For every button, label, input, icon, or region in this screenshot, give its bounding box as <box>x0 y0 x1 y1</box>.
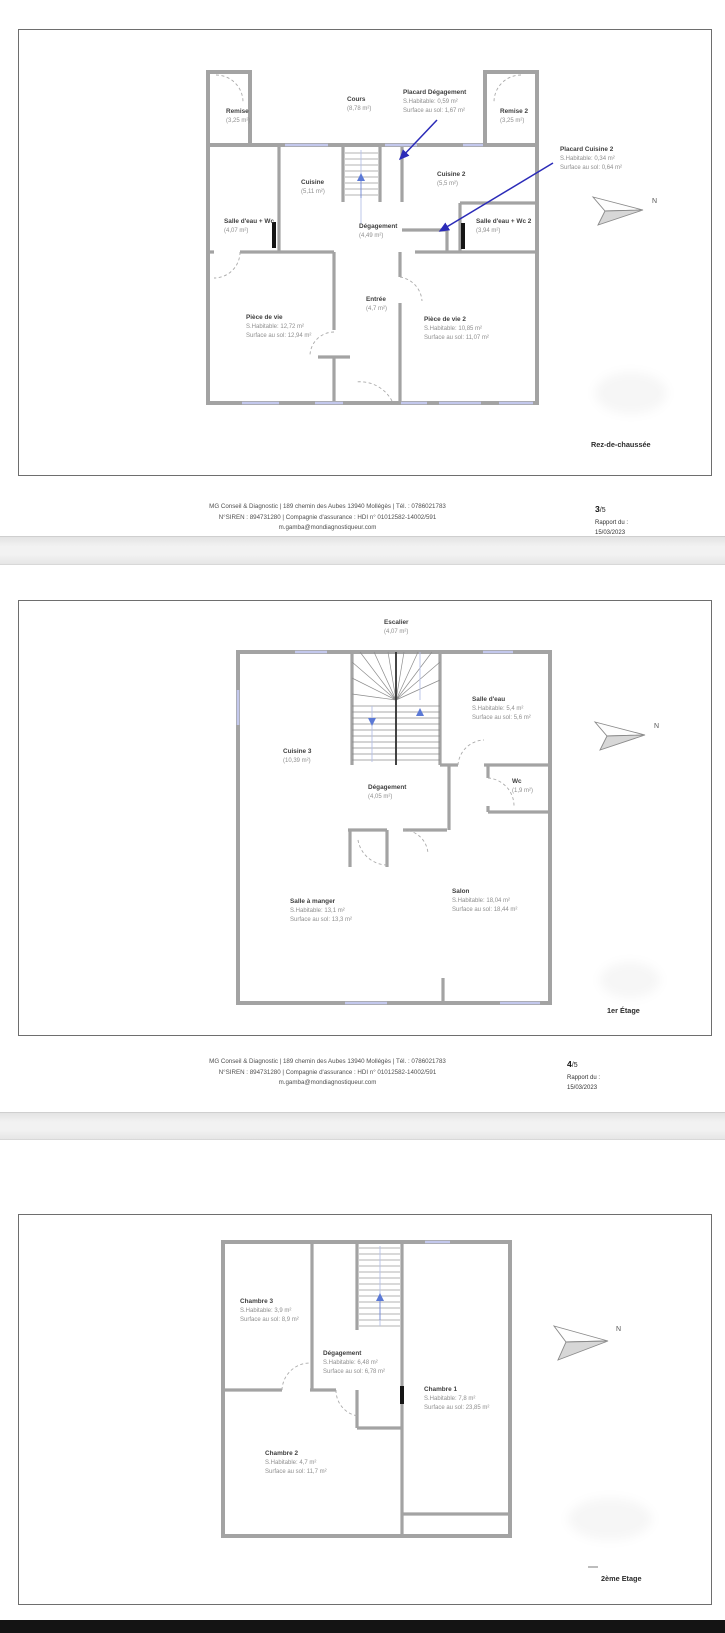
room-label-salle-deau-wc: Salle d'eau + Wc (4,07 m²) <box>224 218 275 234</box>
footer-company-info <box>155 1057 500 1089</box>
watermark-smudge <box>595 372 667 414</box>
watermark-smudge <box>600 962 660 998</box>
north-arrow-icon <box>590 717 652 753</box>
room-label-piece-de-vie-2: Pièce de vie 2 S.Habitable: 10,85 m² Surface au sol: 11,07 m² <box>424 316 489 342</box>
page-total: /5 <box>599 507 606 514</box>
footer-line-1: MG Conseil & Diagnostic | 189 chemin des Aubes 13940 Mollégès | Tél. : 0786021783 <box>209 1058 446 1065</box>
footer-line-3: m.gamba@mondiagnostiqueur.com <box>278 1079 377 1087</box>
north-label: N <box>652 198 658 205</box>
door-arcs <box>358 740 514 865</box>
room-label-salon: Salon S.Habitable: 18,04 m² Surface au sol: 18,44 m² <box>452 888 518 914</box>
room-label-cuisine: Cuisine (5,11 m²) <box>301 179 325 195</box>
watermark-smudge <box>568 1498 652 1540</box>
footer-line-2: N°SIREN : 894731280 | Compagnie d'assurance : HDI n° 01012582-14002/591 <box>218 1068 437 1076</box>
stairs-icon <box>352 652 440 765</box>
report-date-label: Rapport du : <box>595 520 629 526</box>
north-arrow-icon <box>588 192 650 228</box>
room-label-chambre-1: Chambre 1 S.Habitable: 7,8 m² Surface au sol: 23,85 m² <box>424 1386 490 1412</box>
north-arrow-icon <box>550 1320 612 1362</box>
room-label-cuisine-2: Cuisine 2 (5,5 m²) <box>437 171 466 187</box>
room-label-degagement: Dégagement (4,49 m²) <box>359 223 398 239</box>
room-label-salle-deau-wc-2: Salle d'eau + Wc 2 (3,94 m²) <box>476 218 532 234</box>
footer-line-3: m.gamba@mondiagnostiqueur.com <box>278 524 377 532</box>
windows <box>242 145 533 403</box>
room-label-wc: Wc (1,9 m²) <box>512 778 533 794</box>
room-label-escalier: Escalier (4,07 m²) <box>384 619 409 635</box>
floor-title-rdc: Rez-de-chaussée <box>591 440 651 449</box>
room-label-degagement-1er: Dégagement (4,05 m²) <box>368 784 407 800</box>
door-leaf <box>400 1386 404 1404</box>
room-label-cours: Cours (8,78 m²) <box>347 96 372 112</box>
room-label-piece-de-vie: Pièce de vie S.Habitable: 12,72 m² Surface au sol: 12,94 m² <box>246 314 312 340</box>
footer-line-1: MG Conseil & Diagnostic | 189 chemin des Aubes 13940 Mollégès | Tél. : 0786021783 <box>209 503 446 510</box>
room-label-salle-deau: Salle d'eau S.Habitable: 5,4 m² Surface au sol: 5,6 m² <box>472 696 531 722</box>
annotation-arrows <box>400 120 553 231</box>
page-separator <box>0 1112 725 1140</box>
room-label-entree: Entrée (4,7 m²) <box>366 296 387 312</box>
page-number-block <box>595 499 628 538</box>
stairs-icon <box>359 1246 400 1326</box>
page-separator <box>0 536 725 565</box>
north-label: N <box>616 1326 622 1333</box>
footer-line-2: N°SIREN : 894731280 | Compagnie d'assurance : HDI n° 01012582-14002/591 <box>218 513 437 521</box>
report-date-block <box>567 1074 600 1093</box>
bottom-bar <box>0 1620 725 1633</box>
floor-title-1er: 1er Étage <box>607 1006 640 1015</box>
room-label-remise-2: Remise 2 (3,25 m²) <box>500 108 529 124</box>
room-label-degagement-2eme: Dégagement S.Habitable: 6,48 m² Surface au sol: 6,78 m² <box>323 1350 386 1376</box>
stairs-icon <box>345 150 378 224</box>
room-label-placard-cuisine-2: Placard Cuisine 2 S.Habitable: 0,34 m² Surface au sol: 0,64 m² <box>560 146 623 172</box>
north-label: N <box>654 723 660 730</box>
room-label-salle-a-manger: Salle à manger S.Habitable: 13,1 m² Surface au sol: 13,3 m² <box>290 898 353 924</box>
room-label-remise: Remise (3,25 m²) <box>226 108 251 124</box>
room-label-cuisine-3: Cuisine 3 (10,39 m²) <box>283 748 312 764</box>
watermark-dash <box>588 1566 598 1568</box>
page-number-block <box>567 1054 600 1093</box>
report-date-value: 15/03/2023 <box>595 529 626 536</box>
report-date-label: Rapport du : <box>567 1075 601 1081</box>
page-number: 4 <box>567 1059 572 1069</box>
room-label-chambre-2: Chambre 2 S.Habitable: 4,7 m² Surface au sol: 11,7 m² <box>265 1450 327 1476</box>
page-number: 3 <box>595 504 600 514</box>
room-label-placard-degagement: Placard Dégagement S.Habitable: 0,59 m² Surface au sol: 1,67 m² <box>403 89 467 115</box>
floor-title-2eme: 2ème Etage <box>601 1574 642 1583</box>
room-label-chambre-3: Chambre 3 S.Habitable: 3,9 m² Surface au sol: 8,9 m² <box>240 1298 299 1324</box>
page-total: /5 <box>571 1062 578 1069</box>
report-date-value: 15/03/2023 <box>567 1084 598 1091</box>
interior-walls <box>208 145 537 403</box>
footer-company-info <box>155 502 500 534</box>
